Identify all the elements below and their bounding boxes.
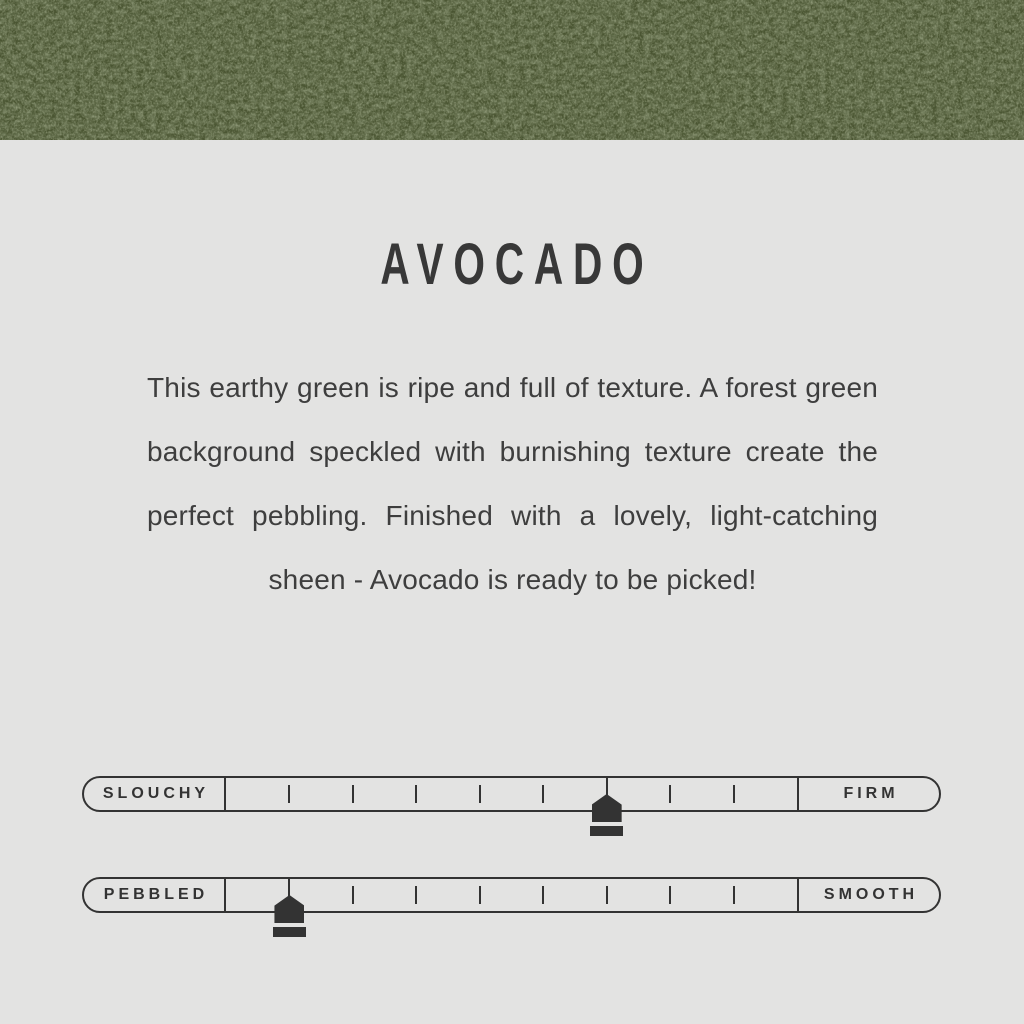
scale-track xyxy=(226,778,797,810)
page-title: AVOCADO xyxy=(380,232,654,297)
marker-stem xyxy=(606,778,608,794)
texture-marker xyxy=(272,879,306,937)
scale-track xyxy=(226,879,797,911)
scale-tick xyxy=(669,886,671,904)
marker-nib-icon xyxy=(592,794,622,822)
marker-stem xyxy=(288,879,290,895)
description-line: sheen - Avocado is ready to be picked! xyxy=(268,564,757,595)
scale-tick xyxy=(479,886,481,904)
product-description xyxy=(147,356,878,612)
texture-scale xyxy=(82,877,941,913)
scale-left-label: SLOUCHY xyxy=(84,778,226,810)
firmness-scale xyxy=(82,776,941,812)
scale-tick xyxy=(669,785,671,803)
title-section xyxy=(0,228,1024,302)
scale-tick xyxy=(606,886,608,904)
scale-tick xyxy=(733,886,735,904)
scale-right-label: SMOOTH xyxy=(797,879,939,911)
leather-texture-svg xyxy=(0,0,1024,140)
scale-tick xyxy=(415,886,417,904)
description-line: background speckled with burnishing texture create the xyxy=(147,436,878,467)
scale-left-label: PEBBLED xyxy=(84,879,226,911)
scale-tick xyxy=(288,785,290,803)
scale-right-label: FIRM xyxy=(797,778,939,810)
scale-tick xyxy=(542,886,544,904)
marker-nib-icon xyxy=(274,895,304,923)
firmness-marker xyxy=(590,778,624,836)
scale-tick xyxy=(479,785,481,803)
description-line: perfect pebbling. Finished with a lovely, light-catching xyxy=(147,500,878,531)
description-line: This earthy green is ripe and full of texture. A forest green xyxy=(147,372,878,403)
scale-tick xyxy=(542,785,544,803)
scale-tick xyxy=(415,785,417,803)
scale-tick xyxy=(733,785,735,803)
scale-tick xyxy=(352,886,354,904)
marker-bar xyxy=(273,927,306,937)
marker-bar xyxy=(590,826,623,836)
scale-tick xyxy=(352,785,354,803)
leather-texture-image xyxy=(0,0,1024,140)
